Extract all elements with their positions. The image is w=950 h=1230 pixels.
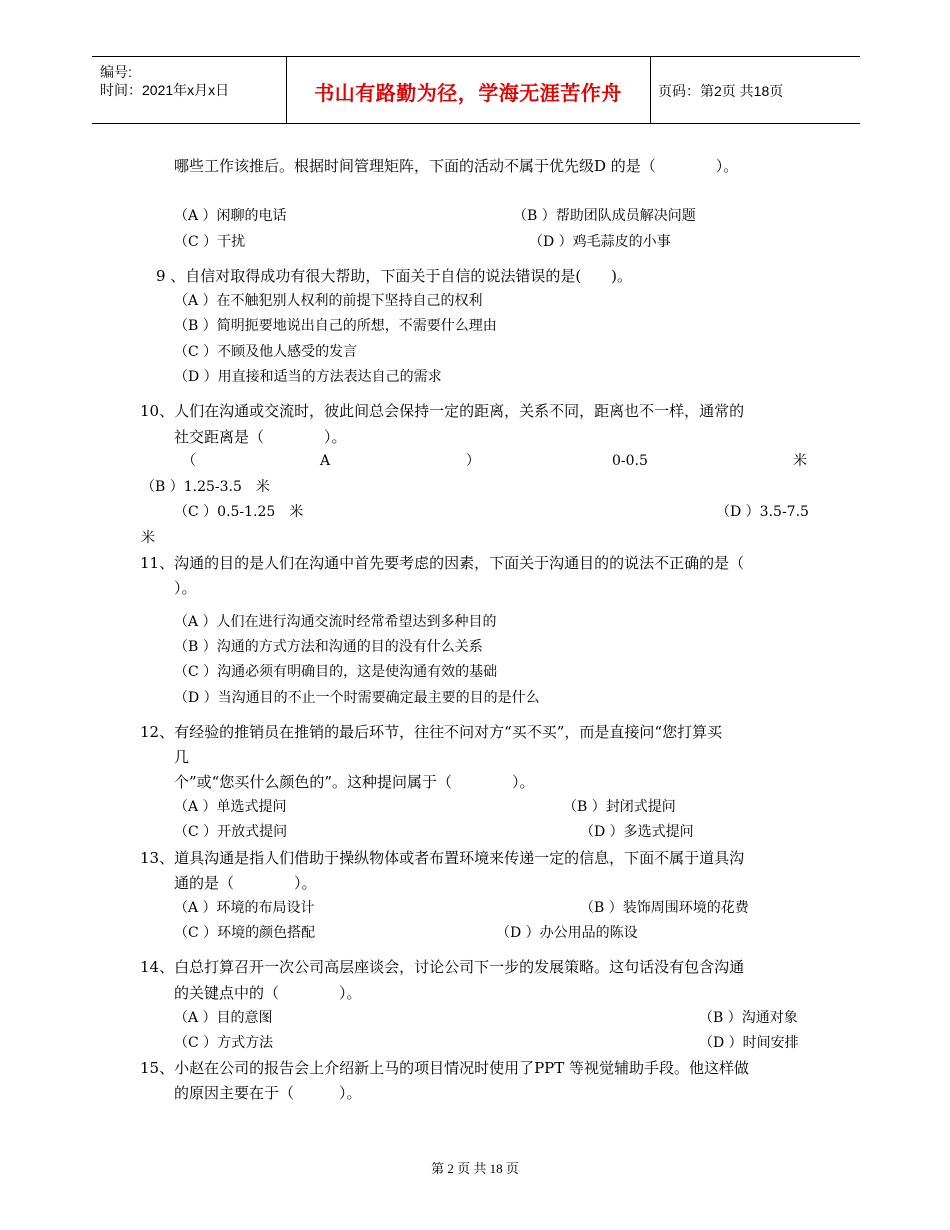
question-8-option-a: （A ）闲聊的电话 xyxy=(174,208,287,224)
question-9-option-d: （D ）用直接和适当的方法表达自己的需求 xyxy=(174,369,442,385)
question-15-text-line-1: 15、小赵在公司的报告会上介绍新上马的项目情况时使用了PPT 等视觉辅助手段。他这样做 xyxy=(140,1059,750,1077)
question-10-option-a-close: ） xyxy=(466,453,480,469)
question-9-option-c: （C ）不顾及他人感受的发言 xyxy=(174,344,358,360)
question-9-option-b: （B ）简明扼要地说出自己的所想，不需要什么理由 xyxy=(174,318,497,334)
question-8-option-c: （C ）干扰 xyxy=(174,234,246,250)
question-12-option-d: （D ）多选式提问 xyxy=(580,824,694,840)
question-15-text-line-2: 的原因主要在于（ ）。 xyxy=(174,1084,362,1102)
question-12-text-line-3: 个”或“您买什么颜色的”。这种提问属于（ ）。 xyxy=(174,773,535,791)
question-10-text-line-1: 10、人们在沟通或交流时，彼此间总会保持一定的距离，关系不同，距离也不一样，通常的 xyxy=(140,402,745,420)
question-11-text-line-1: 11、沟通的目的是人们在沟通中首先要考虑的因素，下面关于沟通目的的说法不正确的是（ xyxy=(140,554,745,572)
question-12-option-b: （B ）封闭式提问 xyxy=(563,799,676,815)
question-11-text-line-2: ）。 xyxy=(174,579,197,597)
question-8-text: 哪些工作该推后。根据时间管理矩阵，下面的活动不属于优先级D 的是（ ）。 xyxy=(174,157,739,175)
question-12-option-c: （C ）开放式提问 xyxy=(174,824,288,840)
question-10-option-d: （D ）3.5-7.5 xyxy=(716,504,809,520)
question-9-text: 9 、自信对取得成功有很大帮助，下面关于自信的说法错误的是( )。 xyxy=(156,267,633,285)
question-14-option-a: （A ）目的意图 xyxy=(174,1010,273,1026)
question-8-option-d: （D ）鸡毛蒜皮的小事 xyxy=(529,234,671,250)
question-14-option-c: （C ）方式方法 xyxy=(174,1035,274,1051)
question-10-option-c: （C ）0.5-1.25 米 xyxy=(174,504,304,520)
question-14-option-d: （D ）时间安排 xyxy=(699,1035,799,1051)
header-page-cell xyxy=(650,57,860,123)
header-motto-cell xyxy=(286,57,651,123)
header-page-info: 页码：第2页 共18页 xyxy=(658,83,784,99)
question-14-option-b: （B ）沟通对象 xyxy=(699,1010,798,1026)
question-10-option-a-open: （ xyxy=(182,453,196,469)
question-11-option-a: （A ）人们在进行沟通交流时经常希望达到多种目的 xyxy=(174,614,497,630)
question-14-text-line-1: 14、白总打算召开一次公司高层座谈会，讨论公司下一步的发展策略。这句话没有包含沟通 xyxy=(140,958,745,976)
question-8-option-b: （B ）帮助团队成员解决问题 xyxy=(513,208,696,224)
question-13-option-a: （A ）环境的布局设计 xyxy=(174,900,315,916)
question-12-option-a: （A ）单选式提问 xyxy=(174,799,287,815)
document-number-label: 编号: xyxy=(100,64,132,80)
question-13-text-line-2: 通的是（ ）。 xyxy=(174,874,317,892)
question-11-option-b: （B ）沟通的方式方法和沟通的目的没有什么关系 xyxy=(174,639,483,655)
question-11-option-c: （C ）沟通必须有明确目的，这是使沟通有效的基础 xyxy=(174,664,498,680)
question-13-option-c: （C ）环境的颜色搭配 xyxy=(174,925,316,941)
question-11-option-d: （D ）当沟通目的不止一个时需要确定最主要的目的是什么 xyxy=(174,690,540,706)
question-14-text-line-2: 的关键点中的（ ）。 xyxy=(174,984,362,1002)
question-13-option-b: （B ）装饰周围环境的花费 xyxy=(580,900,749,916)
question-10-text-line-2: 社交距离是（ ）。 xyxy=(174,428,347,446)
question-10-option-b: （B ）1.25-3.5 米 xyxy=(141,479,270,495)
question-10-option-a-letter: A xyxy=(320,453,331,469)
question-10-option-a-value: 0-0.5 xyxy=(612,453,648,469)
question-13-text-line-1: 13、道具沟通是指人们借助于操纵物体或者布置环境来传递一定的信息，下面不属于道具沟 xyxy=(140,849,745,867)
question-12-text-line-1: 12、有经验的推销员在推销的最后环节，往往不问对方“买不买”，而是直接问“您打算买 xyxy=(140,723,723,741)
question-13-option-d: （D ）办公用品的陈设 xyxy=(496,925,638,941)
question-10-option-a-unit: 米 xyxy=(793,453,807,469)
header-meta-cell xyxy=(92,57,287,123)
document-header xyxy=(92,56,860,124)
page-footer: 第 2 页 共 18 页 xyxy=(431,1161,519,1176)
question-9-option-a: （A ）在不触犯别人权利的前提下坚持自己的权利 xyxy=(174,293,483,309)
question-12-text-line-2: 几 xyxy=(174,748,190,766)
header-motto: 书山有路勤为径，学海无涯苦作舟 xyxy=(314,81,622,105)
question-10-option-d-unit: 米 xyxy=(141,530,155,546)
document-date-label: 时间：2021年x月x日 xyxy=(100,82,230,98)
